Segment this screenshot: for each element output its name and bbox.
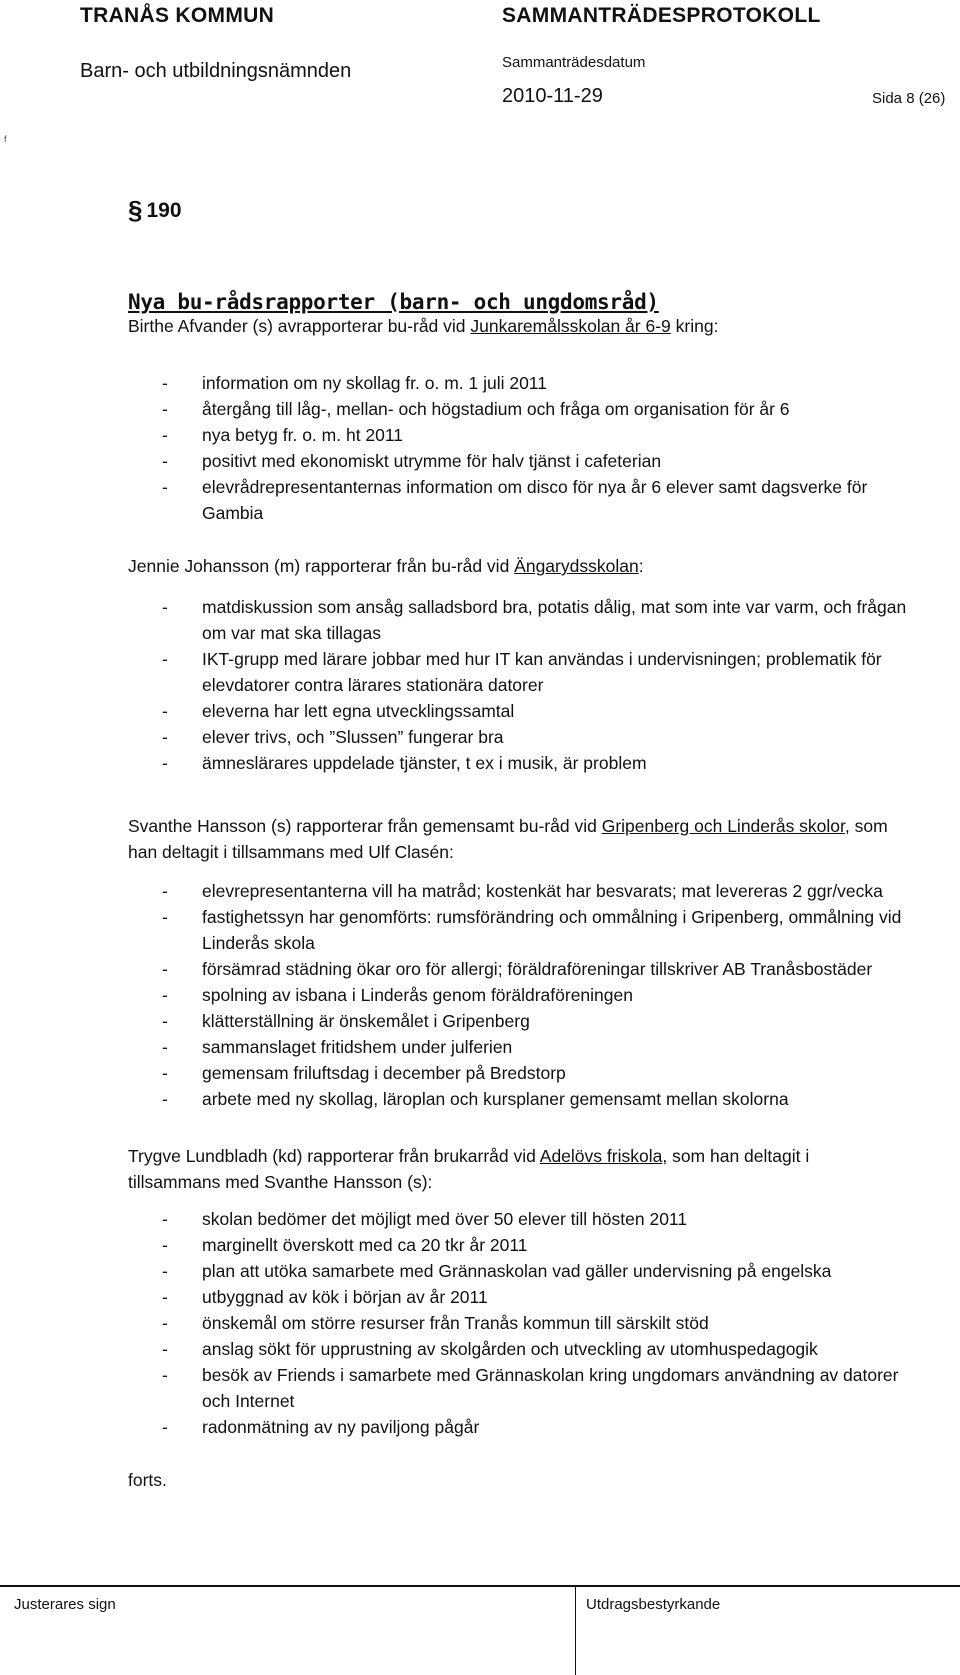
list-dash: - xyxy=(162,1365,168,1385)
department-name: Barn- och utbildningsnämnden xyxy=(80,60,352,82)
report-intro-continuation: han deltagit i tillsammans med Ulf Clasén: xyxy=(128,842,454,862)
stray-mark: f xyxy=(4,134,7,144)
page-number: Sida 8 (26) xyxy=(872,90,946,107)
extract-certification-label: Utdragsbestyrkande xyxy=(586,1596,721,1613)
continued-marker: forts. xyxy=(128,1470,167,1490)
section-title: Nya bu-rådsrapporter (barn- och ungdomsråd) xyxy=(128,290,659,314)
list-dash: - xyxy=(162,1261,168,1281)
list-item: elevrådrepresentanternas information om disco för nya år 6 elever samt dagsverke för xyxy=(202,477,868,497)
list-item-continuation: och Internet xyxy=(202,1391,295,1411)
organization-name: TRANÅS KOMMUN xyxy=(80,4,275,27)
list-item: återgång till låg-, mellan- och högstadium och fråga om organisation för år 6 xyxy=(202,399,790,419)
school-name: Ängarydsskolan xyxy=(514,556,639,576)
list-dash: - xyxy=(162,985,168,1005)
list-dash: - xyxy=(162,425,168,445)
list-item: information om ny skollag fr. o. m. 1 juli 2011 xyxy=(202,373,547,393)
list-dash: - xyxy=(162,597,168,617)
list-dash: - xyxy=(162,701,168,721)
list-dash: - xyxy=(162,399,168,419)
list-item: försämrad städning ökar oro för allergi; föräldraföreningar tillskriver AB Tranåsbostäder xyxy=(202,959,873,979)
list-item-continuation: elevdatorer contra lärares stationära datorer xyxy=(202,675,544,695)
report-intro: Birthe Afvander (s) avrapporterar bu-råd vid Junkaremålsskolan år 6-9 kring: xyxy=(128,316,719,336)
list-item: önskemål om större resurser från Tranås kommun till särskilt stöd xyxy=(202,1313,709,1333)
list-item: skolan bedömer det möjligt med över 50 elever till hösten 2011 xyxy=(202,1209,688,1229)
list-item-continuation: Linderås skola xyxy=(202,933,315,953)
footer-divider xyxy=(0,1585,960,1587)
paragraph-sign-icon: § xyxy=(128,195,143,225)
paragraph-number-value: 190 xyxy=(146,199,182,222)
list-item: plan att utöka samarbete med Grännaskolan vad gäller undervisning på engelska xyxy=(202,1261,832,1281)
meeting-date-label: Sammanträdesdatum xyxy=(502,54,646,71)
list-dash: - xyxy=(162,1339,168,1359)
footer-column-divider xyxy=(575,1585,576,1675)
list-item: anslag sökt för upprustning av skolgården och utveckling av utomhuspedagogik xyxy=(202,1339,818,1359)
list-dash: - xyxy=(162,1235,168,1255)
list-item: radonmätning av ny paviljong pågår xyxy=(202,1417,480,1437)
list-dash: - xyxy=(162,451,168,471)
list-item: matdiskussion som ansåg salladsbord bra, potatis dålig, mat som inte var varm, och frågan xyxy=(202,597,907,617)
list-item: nya betyg fr. o. m. ht 2011 xyxy=(202,425,404,445)
list-item: eleverna har lett egna utvecklingssamtal xyxy=(202,701,515,721)
list-item: arbete med ny skollag, läroplan och kursplaner gemensamt mellan skolorna xyxy=(202,1089,789,1109)
list-item: fastighetssyn har genomförts: rumsförändring och ommålning i Gripenberg, ommålning vid xyxy=(202,907,902,927)
list-dash: - xyxy=(162,1417,168,1437)
list-item: klätterställning är önskemålet i Gripenberg xyxy=(202,1011,530,1031)
list-item-continuation: Gambia xyxy=(202,503,264,523)
paragraph-number xyxy=(128,195,182,226)
list-dash: - xyxy=(162,1287,168,1307)
list-item: utbyggnad av kök i början av år 2011 xyxy=(202,1287,488,1307)
list-item: spolning av isbana i Linderås genom föräldraföreningen xyxy=(202,985,633,1005)
list-item: elever trivs, och ”Slussen” fungerar bra xyxy=(202,727,504,747)
document-type: SAMMANTRÄDESPROTOKOLL xyxy=(502,4,821,27)
adjuster-signature-label: Justerares sign xyxy=(14,1596,116,1613)
report-intro: Svanthe Hansson (s) rapporterar från gemensamt bu-råd vid Gripenberg och Linderås skolor, som xyxy=(128,816,888,836)
meeting-date: 2010-11-29 xyxy=(502,85,603,107)
list-dash: - xyxy=(162,1209,168,1229)
list-dash: - xyxy=(162,1089,168,1109)
list-dash: - xyxy=(162,727,168,747)
list-dash: - xyxy=(162,1313,168,1333)
list-item: ämneslärares uppdelade tjänster, t ex i musik, är problem xyxy=(202,753,647,773)
school-name: Gripenberg och Linderås skolor xyxy=(601,816,845,836)
list-dash: - xyxy=(162,959,168,979)
list-dash: - xyxy=(162,1011,168,1031)
list-item: elevrepresentanterna vill ha matråd; kostenkät har besvarats; mat levereras 2 ggr/vecka xyxy=(202,881,883,901)
list-dash: - xyxy=(162,753,168,773)
school-name: Adelövs friskola xyxy=(539,1146,663,1166)
list-dash: - xyxy=(162,477,168,497)
list-item: marginellt överskott med ca 20 tkr år 2011 xyxy=(202,1235,528,1255)
report-intro: Jennie Johansson (m) rapporterar från bu-råd vid Ängarydsskolan: xyxy=(128,556,644,576)
list-dash: - xyxy=(162,907,168,927)
list-item: positivt med ekonomiskt utrymme för halv tjänst i cafeterian xyxy=(202,451,662,471)
list-item-continuation: om var mat ska tillagas xyxy=(202,623,381,643)
list-item: IKT-grupp med lärare jobbar med hur IT kan användas i undervisningen; problematik för xyxy=(202,649,882,669)
list-dash: - xyxy=(162,649,168,669)
school-name: Junkaremålsskolan år 6-9 xyxy=(470,316,671,336)
report-intro: Trygve Lundbladh (kd) rapporterar från brukarråd vid Adelövs friskola, som han deltagit i xyxy=(128,1146,810,1166)
list-item: gemensam friluftsdag i december på Bredstorp xyxy=(202,1063,566,1083)
list-item: besök av Friends i samarbete med Grännaskolan kring ungdomars användning av datorer xyxy=(202,1365,899,1385)
list-dash: - xyxy=(162,373,168,393)
report-intro-continuation: tillsammans med Svanthe Hansson (s): xyxy=(128,1172,433,1192)
list-dash: - xyxy=(162,1037,168,1057)
list-dash: - xyxy=(162,881,168,901)
list-item: sammanslaget fritidshem under julferien xyxy=(202,1037,513,1057)
list-dash: - xyxy=(162,1063,168,1083)
